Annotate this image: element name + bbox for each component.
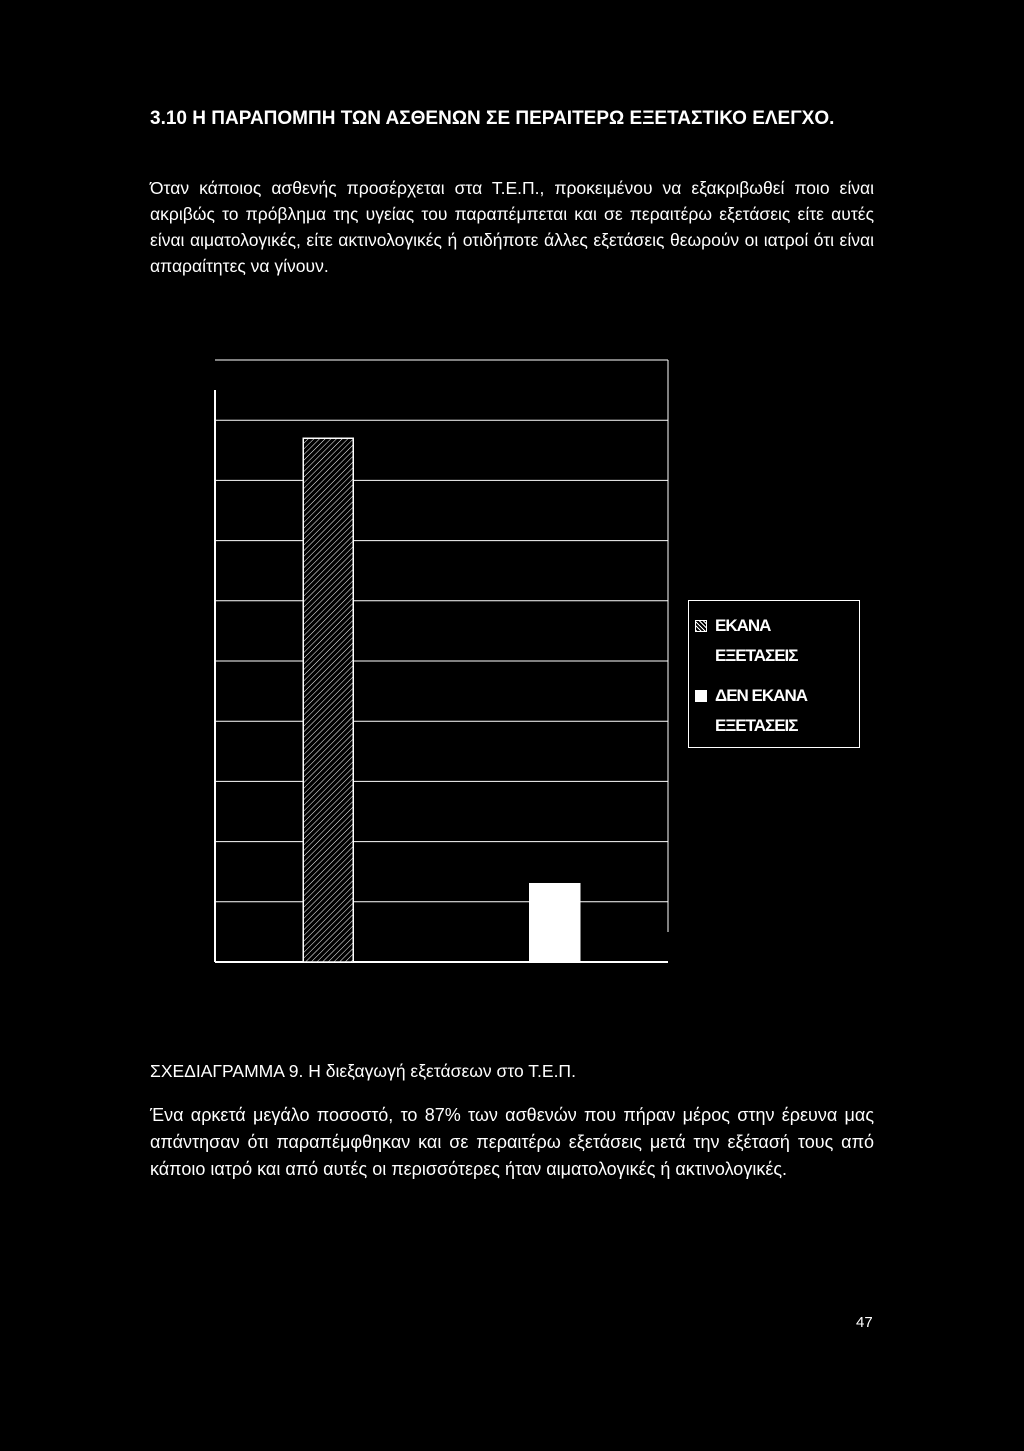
legend-label-no-exams: ΔΕΝ ΕΚΑΝΑ ΕΞΕΤΑΣΕΙΣ: [715, 686, 808, 735]
legend-swatch-hatched-icon: [695, 620, 707, 632]
bar-series1-cat1: [530, 884, 580, 962]
section-heading: 3.10 Η ΠΑΡΑΠΟΜΠΗ ΤΩΝ ΑΣΘΕΝΩΝ ΣΕ ΠΕΡΑΙΤΕΡΩ ΕΞΕΤΑΣΤΙΚΟ ΕΛΕΓΧΟ.: [150, 108, 835, 129]
chart-caption: ΣΧΕΔΙΑΓΡΑΜΜΑ 9. Η διεξαγωγή εξετάσεων στο Τ.Ε.Π.: [150, 1061, 576, 1081]
intro-paragraph: Όταν κάποιος ασθενής προσέρχεται στα Τ.Ε.Π., προκειμένου να εξακριβωθεί ποιο είναι ακριβώς το πρόβλημα της υγείας του παραπέμπεται και σε περαιτέρω εξετάσεις είτε αυτές είναι αιματολογικές, είτε ακτινολογικές ή οτιδήποτε άλλες εξετάσεις θεωρούν οι ιατροί ότι είναι απαραίτητες να γίνουν.: [150, 178, 874, 276]
chart-legend: [688, 600, 860, 748]
legend-item-no-exams: [695, 681, 859, 741]
legend-item-did-exams: [695, 611, 859, 671]
conclusion-paragraph: Ένα αρκετά μεγάλο ποσοστό, το 87% των ασθενών που πήραν μέρος στην έρευνα μας απάντησαν ότι παραπέμφθηκαν και σε περαιτέρω εξετάσεις μετά την εξέτασή τους από κάποιο ιατρό και από αυτές οι περισσότερες ήταν αιματολογικές ή ακτινολογικές.: [150, 1105, 874, 1179]
legend-label-did-exams: ΕΚΑΝΑ ΕΞΕΤΑΣΕΙΣ: [715, 616, 798, 665]
legend-swatch-solid-icon: [695, 690, 707, 702]
bar-series0-cat0: [303, 438, 353, 962]
page-number: 47: [856, 1314, 873, 1331]
